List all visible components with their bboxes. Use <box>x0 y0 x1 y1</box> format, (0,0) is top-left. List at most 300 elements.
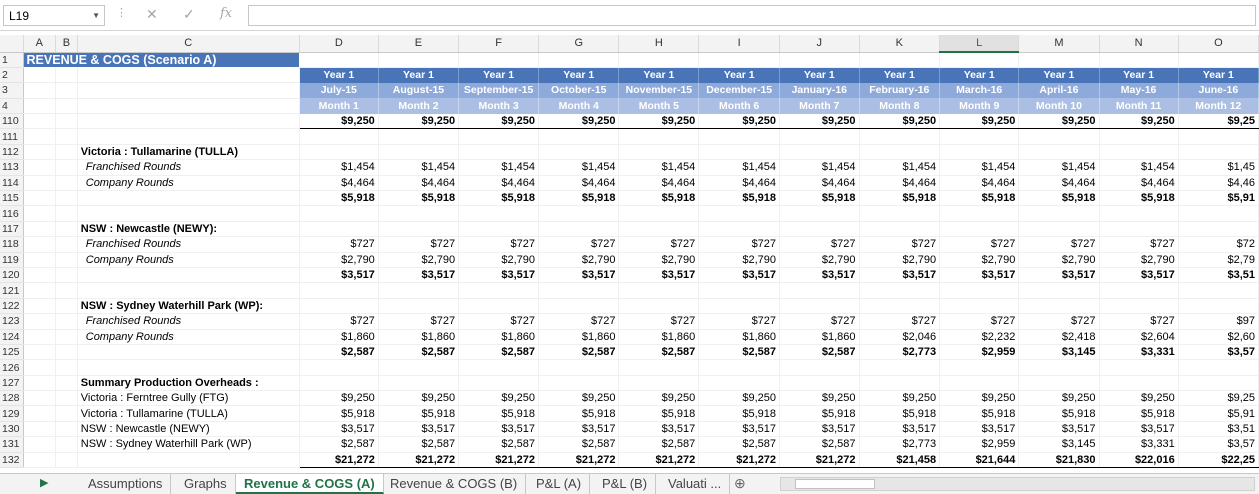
row-label[interactable] <box>77 283 299 298</box>
value-cell[interactable]: $9,250 <box>940 391 1019 406</box>
value-cell[interactable]: $3,517 <box>1099 267 1178 282</box>
row-label[interactable] <box>77 191 299 206</box>
value-cell[interactable]: $727 <box>859 314 940 329</box>
value-cell[interactable]: $1,454 <box>699 160 780 175</box>
value-cell[interactable]: $2,587 <box>539 437 619 452</box>
cell[interactable] <box>378 52 458 67</box>
row-header[interactable]: 126 <box>0 360 23 375</box>
value-cell[interactable]: $2,587 <box>619 344 699 359</box>
cell[interactable] <box>23 283 55 298</box>
cell[interactable] <box>378 221 458 236</box>
value-cell[interactable]: $1,454 <box>1099 160 1178 175</box>
value-cell[interactable]: $21,272 <box>780 452 859 467</box>
cell[interactable] <box>1019 52 1099 67</box>
row-header[interactable]: 118 <box>0 237 23 252</box>
row-header[interactable]: 3 <box>0 83 23 98</box>
period-header-cell[interactable]: Month 12 <box>1178 98 1258 113</box>
cell[interactable] <box>1178 375 1258 390</box>
value-cell[interactable]: $21,458 <box>859 452 940 467</box>
period-header-cell[interactable]: Year 1 <box>940 67 1019 82</box>
cell[interactable] <box>459 221 539 236</box>
value-cell[interactable]: $1,454 <box>940 160 1019 175</box>
cell[interactable] <box>1019 360 1099 375</box>
cell[interactable] <box>23 344 55 359</box>
period-header-cell[interactable]: Month 4 <box>539 98 619 113</box>
cell[interactable] <box>23 252 55 267</box>
value-cell[interactable]: $9,250 <box>1019 391 1099 406</box>
value-cell[interactable]: $9,250 <box>378 114 458 129</box>
value-cell[interactable]: $727 <box>940 237 1019 252</box>
period-header-cell[interactable]: Year 1 <box>378 67 458 82</box>
row-label[interactable]: Franchised Rounds <box>77 314 299 329</box>
cell[interactable] <box>23 67 55 82</box>
cell[interactable] <box>55 391 77 406</box>
cell[interactable] <box>378 206 458 221</box>
value-cell[interactable]: $4,464 <box>539 175 619 190</box>
cell[interactable] <box>1019 221 1099 236</box>
period-header-cell[interactable]: March-16 <box>940 83 1019 98</box>
cell[interactable] <box>55 298 77 313</box>
value-cell[interactable]: $2,790 <box>299 252 378 267</box>
cell[interactable] <box>1178 129 1258 144</box>
cell[interactable] <box>619 221 699 236</box>
column-header[interactable]: L <box>940 35 1019 52</box>
cell[interactable] <box>859 298 940 313</box>
cell[interactable] <box>77 98 299 113</box>
value-cell[interactable]: $3,57 <box>1178 437 1258 452</box>
column-header[interactable]: H <box>619 35 699 52</box>
period-header-cell[interactable]: Month 5 <box>619 98 699 113</box>
cell[interactable] <box>1099 52 1178 67</box>
period-header-cell[interactable]: Month 7 <box>780 98 859 113</box>
value-cell[interactable]: $5,918 <box>940 406 1019 421</box>
period-header-cell[interactable]: August-15 <box>378 83 458 98</box>
column-header[interactable]: M <box>1019 35 1099 52</box>
value-cell[interactable]: $4,464 <box>699 175 780 190</box>
cell[interactable] <box>55 252 77 267</box>
value-cell[interactable]: $4,464 <box>378 175 458 190</box>
cell[interactable] <box>55 83 77 98</box>
value-cell[interactable]: $1,454 <box>780 160 859 175</box>
value-cell[interactable]: $3,331 <box>1099 344 1178 359</box>
value-cell[interactable]: $5,918 <box>299 191 378 206</box>
value-cell[interactable]: $9,250 <box>539 391 619 406</box>
cell[interactable] <box>55 206 77 221</box>
period-header-cell[interactable]: Year 1 <box>619 67 699 82</box>
value-cell[interactable]: $72 <box>1178 237 1258 252</box>
value-cell[interactable]: $4,464 <box>1099 175 1178 190</box>
row-label[interactable]: Company Rounds <box>77 252 299 267</box>
scrollbar-thumb[interactable] <box>795 479 875 489</box>
row-header[interactable]: 123 <box>0 314 23 329</box>
value-cell[interactable]: $1,860 <box>378 329 458 344</box>
value-cell[interactable]: $5,918 <box>1019 406 1099 421</box>
column-header[interactable]: E <box>378 35 458 52</box>
value-cell[interactable]: $5,918 <box>539 406 619 421</box>
period-header-cell[interactable]: Month 9 <box>940 98 1019 113</box>
cell[interactable] <box>23 129 55 144</box>
row-label[interactable]: Victoria : Tullamarine (TULLA) <box>77 406 299 421</box>
value-cell[interactable]: $3,145 <box>1019 344 1099 359</box>
row-label[interactable]: Franchised Rounds <box>77 237 299 252</box>
cell[interactable] <box>780 221 859 236</box>
row-header[interactable]: 2 <box>0 67 23 82</box>
value-cell[interactable]: $2,79 <box>1178 252 1258 267</box>
row-header[interactable]: 112 <box>0 144 23 159</box>
value-cell[interactable]: $3,57 <box>1178 344 1258 359</box>
value-cell[interactable]: $4,464 <box>940 175 1019 190</box>
cell[interactable] <box>23 114 55 129</box>
row-label[interactable]: NSW : Sydney Waterhill Park (WP): <box>77 298 299 313</box>
cell[interactable] <box>378 129 458 144</box>
value-cell[interactable]: $3,517 <box>299 421 378 436</box>
value-cell[interactable]: $3,517 <box>539 421 619 436</box>
value-cell[interactable]: $2,587 <box>459 344 539 359</box>
row-header[interactable]: 113 <box>0 160 23 175</box>
value-cell[interactable]: $4,464 <box>859 175 940 190</box>
name-box[interactable] <box>3 5 105 26</box>
cell[interactable] <box>299 221 378 236</box>
value-cell[interactable]: $9,250 <box>940 114 1019 129</box>
sheet-tab[interactable]: Graphs <box>176 474 236 494</box>
cell[interactable] <box>1099 283 1178 298</box>
cell[interactable] <box>940 283 1019 298</box>
cell[interactable] <box>1019 144 1099 159</box>
value-cell[interactable]: $9,250 <box>859 391 940 406</box>
column-header[interactable]: C <box>77 35 299 52</box>
cell[interactable] <box>940 221 1019 236</box>
value-cell[interactable]: $5,918 <box>619 406 699 421</box>
cell[interactable] <box>1178 221 1258 236</box>
cell[interactable] <box>23 221 55 236</box>
value-cell[interactable]: $2,790 <box>1099 252 1178 267</box>
value-cell[interactable]: $9,250 <box>699 391 780 406</box>
cell[interactable] <box>940 206 1019 221</box>
cell[interactable] <box>539 298 619 313</box>
value-cell[interactable]: $9,250 <box>619 114 699 129</box>
value-cell[interactable]: $2,046 <box>859 329 940 344</box>
value-cell[interactable]: $4,464 <box>299 175 378 190</box>
period-header-cell[interactable]: Year 1 <box>299 67 378 82</box>
cell[interactable] <box>55 406 77 421</box>
value-cell[interactable]: $5,918 <box>459 406 539 421</box>
cell[interactable] <box>859 283 940 298</box>
cell[interactable] <box>23 83 55 98</box>
value-cell[interactable]: $1,454 <box>1019 160 1099 175</box>
cell[interactable] <box>859 129 940 144</box>
add-sheet-icon[interactable]: ⊕ <box>734 475 746 491</box>
value-cell[interactable]: $4,464 <box>459 175 539 190</box>
cell[interactable] <box>23 144 55 159</box>
worksheet-grid[interactable] <box>0 35 1259 473</box>
value-cell[interactable]: $3,517 <box>1019 421 1099 436</box>
value-cell[interactable]: $2,232 <box>940 329 1019 344</box>
cell[interactable] <box>1178 206 1258 221</box>
value-cell[interactable]: $3,517 <box>1099 421 1178 436</box>
cell[interactable] <box>55 437 77 452</box>
cell[interactable] <box>940 375 1019 390</box>
value-cell[interactable]: $3,517 <box>699 267 780 282</box>
period-header-cell[interactable]: Year 1 <box>1099 67 1178 82</box>
value-cell[interactable]: $1,454 <box>459 160 539 175</box>
value-cell[interactable]: $3,517 <box>780 421 859 436</box>
value-cell[interactable]: $2,773 <box>859 437 940 452</box>
cell[interactable] <box>780 206 859 221</box>
value-cell[interactable]: $1,454 <box>378 160 458 175</box>
cell[interactable] <box>55 375 77 390</box>
value-cell[interactable]: $2,587 <box>299 437 378 452</box>
sheet-tab[interactable]: P&L (B) <box>594 474 656 494</box>
value-cell[interactable]: $4,464 <box>780 175 859 190</box>
row-header[interactable]: 116 <box>0 206 23 221</box>
cell[interactable] <box>699 375 780 390</box>
cell[interactable] <box>1019 298 1099 313</box>
column-header[interactable]: D <box>299 35 378 52</box>
value-cell[interactable]: $2,587 <box>539 344 619 359</box>
row-label[interactable] <box>77 129 299 144</box>
cell[interactable] <box>619 206 699 221</box>
sheet-tab[interactable]: Revenue & COGS (B) <box>382 474 526 494</box>
period-header-cell[interactable]: Month 11 <box>1099 98 1178 113</box>
value-cell[interactable]: $9,250 <box>459 114 539 129</box>
row-header[interactable]: 122 <box>0 298 23 313</box>
value-cell[interactable]: $3,517 <box>459 421 539 436</box>
row-header[interactable]: 129 <box>0 406 23 421</box>
value-cell[interactable]: $9,250 <box>299 114 378 129</box>
cell[interactable] <box>780 129 859 144</box>
sheet-tab[interactable]: P&L (A) <box>528 474 590 494</box>
value-cell[interactable]: $5,918 <box>859 191 940 206</box>
cell[interactable] <box>77 67 299 82</box>
value-cell[interactable]: $1,860 <box>459 329 539 344</box>
row-label[interactable] <box>77 452 299 467</box>
value-cell[interactable]: $3,517 <box>299 267 378 282</box>
row-header[interactable]: 130 <box>0 421 23 436</box>
cell[interactable] <box>23 314 55 329</box>
cell[interactable] <box>23 191 55 206</box>
value-cell[interactable]: $2,587 <box>378 344 458 359</box>
value-cell[interactable]: $1,45 <box>1178 160 1258 175</box>
value-cell[interactable]: $3,517 <box>619 267 699 282</box>
value-cell[interactable]: $3,517 <box>780 267 859 282</box>
value-cell[interactable]: $727 <box>780 314 859 329</box>
value-cell[interactable]: $2,790 <box>940 252 1019 267</box>
select-all-corner[interactable] <box>0 35 23 52</box>
value-cell[interactable]: $5,918 <box>619 191 699 206</box>
period-header-cell[interactable]: May-16 <box>1099 83 1178 98</box>
row-header[interactable]: 114 <box>0 175 23 190</box>
cell[interactable] <box>539 206 619 221</box>
value-cell[interactable]: $9,250 <box>539 114 619 129</box>
value-cell[interactable]: $9,25 <box>1178 391 1258 406</box>
cell[interactable] <box>1099 221 1178 236</box>
value-cell[interactable]: $3,517 <box>378 267 458 282</box>
sheet-title[interactable]: REVENUE & COGS (Scenario A) <box>23 52 299 67</box>
cell[interactable] <box>780 375 859 390</box>
value-cell[interactable]: $727 <box>539 237 619 252</box>
cell[interactable] <box>780 298 859 313</box>
cell[interactable] <box>459 298 539 313</box>
sheet-tab[interactable]: Revenue & COGS (A) <box>236 474 384 494</box>
value-cell[interactable]: $727 <box>1019 314 1099 329</box>
value-cell[interactable]: $2,790 <box>780 252 859 267</box>
value-cell[interactable]: $2,790 <box>459 252 539 267</box>
value-cell[interactable]: $2,790 <box>619 252 699 267</box>
cell[interactable] <box>1099 129 1178 144</box>
value-cell[interactable]: $21,272 <box>378 452 458 467</box>
value-cell[interactable]: $2,587 <box>699 437 780 452</box>
value-cell[interactable]: $2,790 <box>378 252 458 267</box>
cell[interactable] <box>619 375 699 390</box>
value-cell[interactable]: $727 <box>459 237 539 252</box>
value-cell[interactable]: $5,918 <box>1019 191 1099 206</box>
period-header-cell[interactable]: December-15 <box>699 83 780 98</box>
period-header-cell[interactable]: Year 1 <box>1019 67 1099 82</box>
cell[interactable] <box>539 144 619 159</box>
cell[interactable] <box>619 129 699 144</box>
period-header-cell[interactable]: Year 1 <box>1178 67 1258 82</box>
value-cell[interactable]: $5,918 <box>940 191 1019 206</box>
value-cell[interactable]: $1,860 <box>299 329 378 344</box>
cell[interactable] <box>619 144 699 159</box>
value-cell[interactable]: $22,016 <box>1099 452 1178 467</box>
row-header[interactable]: 115 <box>0 191 23 206</box>
value-cell[interactable]: $5,91 <box>1178 191 1258 206</box>
value-cell[interactable]: $2,587 <box>780 344 859 359</box>
period-header-cell[interactable]: Year 1 <box>459 67 539 82</box>
cell[interactable] <box>299 360 378 375</box>
cell[interactable] <box>55 160 77 175</box>
cell[interactable] <box>378 144 458 159</box>
value-cell[interactable]: $727 <box>1099 314 1178 329</box>
row-header[interactable]: 111 <box>0 129 23 144</box>
cell[interactable] <box>699 298 780 313</box>
cell[interactable] <box>299 375 378 390</box>
value-cell[interactable]: $727 <box>459 314 539 329</box>
value-cell[interactable]: $727 <box>539 314 619 329</box>
value-cell[interactable]: $5,918 <box>1099 406 1178 421</box>
column-header[interactable]: K <box>859 35 940 52</box>
cell[interactable] <box>23 437 55 452</box>
cell[interactable] <box>940 298 1019 313</box>
cell[interactable] <box>1178 144 1258 159</box>
value-cell[interactable]: $4,464 <box>619 175 699 190</box>
row-label[interactable]: Franchised Rounds <box>77 160 299 175</box>
row-label[interactable] <box>77 114 299 129</box>
cell[interactable] <box>23 391 55 406</box>
value-cell[interactable]: $21,272 <box>459 452 539 467</box>
value-cell[interactable]: $5,918 <box>859 406 940 421</box>
value-cell[interactable]: $727 <box>378 314 458 329</box>
more-options-icon[interactable]: ⋮ <box>116 7 127 19</box>
cell[interactable] <box>1178 283 1258 298</box>
value-cell[interactable]: $9,250 <box>619 391 699 406</box>
value-cell[interactable]: $2,587 <box>299 344 378 359</box>
value-cell[interactable]: $4,464 <box>1019 175 1099 190</box>
row-label[interactable]: NSW : Sydney Waterhill Park (WP) <box>77 437 299 452</box>
period-header-cell[interactable]: Year 1 <box>539 67 619 82</box>
value-cell[interactable]: $2,60 <box>1178 329 1258 344</box>
cell[interactable] <box>55 221 77 236</box>
insert-function-icon[interactable]: fx <box>220 6 233 21</box>
value-cell[interactable]: $727 <box>859 237 940 252</box>
value-cell[interactable]: $2,587 <box>780 437 859 452</box>
cell[interactable] <box>23 160 55 175</box>
cell[interactable] <box>459 129 539 144</box>
value-cell[interactable]: $727 <box>940 314 1019 329</box>
cell[interactable] <box>619 360 699 375</box>
value-cell[interactable]: $9,250 <box>1099 114 1178 129</box>
cell[interactable] <box>619 283 699 298</box>
value-cell[interactable]: $3,517 <box>619 421 699 436</box>
cell[interactable] <box>55 267 77 282</box>
cell[interactable] <box>378 298 458 313</box>
column-header[interactable]: I <box>699 35 780 52</box>
value-cell[interactable]: $5,918 <box>699 191 780 206</box>
formula-input[interactable] <box>248 5 1256 26</box>
value-cell[interactable]: $3,331 <box>1099 437 1178 452</box>
value-cell[interactable]: $727 <box>299 314 378 329</box>
cell[interactable] <box>539 360 619 375</box>
value-cell[interactable]: $2,790 <box>699 252 780 267</box>
cell[interactable] <box>23 206 55 221</box>
value-cell[interactable]: $9,250 <box>780 114 859 129</box>
cell[interactable] <box>23 421 55 436</box>
value-cell[interactable]: $3,51 <box>1178 267 1258 282</box>
chevron-down-icon[interactable]: ▼ <box>92 11 100 20</box>
row-label[interactable]: Victoria : Tullamarine (TULLA) <box>77 144 299 159</box>
value-cell[interactable]: $9,250 <box>459 391 539 406</box>
sheet-tab[interactable]: Valuati ... <box>660 474 730 494</box>
cell[interactable] <box>23 360 55 375</box>
value-cell[interactable]: $727 <box>299 237 378 252</box>
cell[interactable] <box>55 314 77 329</box>
value-cell[interactable]: $9,250 <box>1099 391 1178 406</box>
row-header[interactable]: 119 <box>0 252 23 267</box>
value-cell[interactable]: $5,918 <box>780 191 859 206</box>
value-cell[interactable]: $1,860 <box>539 329 619 344</box>
value-cell[interactable]: $3,517 <box>940 421 1019 436</box>
row-header[interactable]: 132 <box>0 452 23 467</box>
cell[interactable] <box>539 283 619 298</box>
value-cell[interactable]: $2,604 <box>1099 329 1178 344</box>
value-cell[interactable]: $3,517 <box>539 267 619 282</box>
cell[interactable] <box>378 283 458 298</box>
value-cell[interactable]: $5,918 <box>459 191 539 206</box>
value-cell[interactable]: $1,454 <box>299 160 378 175</box>
cell[interactable] <box>619 52 699 67</box>
value-cell[interactable]: $22,25 <box>1178 452 1258 467</box>
period-header-cell[interactable]: Year 1 <box>859 67 940 82</box>
value-cell[interactable]: $21,272 <box>539 452 619 467</box>
column-header[interactable]: G <box>539 35 619 52</box>
period-header-cell[interactable]: September-15 <box>459 83 539 98</box>
value-cell[interactable]: $21,644 <box>940 452 1019 467</box>
cell[interactable] <box>55 283 77 298</box>
cell[interactable] <box>539 375 619 390</box>
column-header[interactable]: O <box>1178 35 1258 52</box>
value-cell[interactable]: $5,918 <box>1099 191 1178 206</box>
row-header[interactable]: 127 <box>0 375 23 390</box>
cell[interactable] <box>699 206 780 221</box>
cell[interactable] <box>1019 375 1099 390</box>
value-cell[interactable]: $2,773 <box>859 344 940 359</box>
value-cell[interactable]: $4,46 <box>1178 175 1258 190</box>
cell[interactable] <box>299 206 378 221</box>
cell[interactable] <box>539 221 619 236</box>
cell[interactable] <box>299 144 378 159</box>
cell[interactable] <box>23 237 55 252</box>
